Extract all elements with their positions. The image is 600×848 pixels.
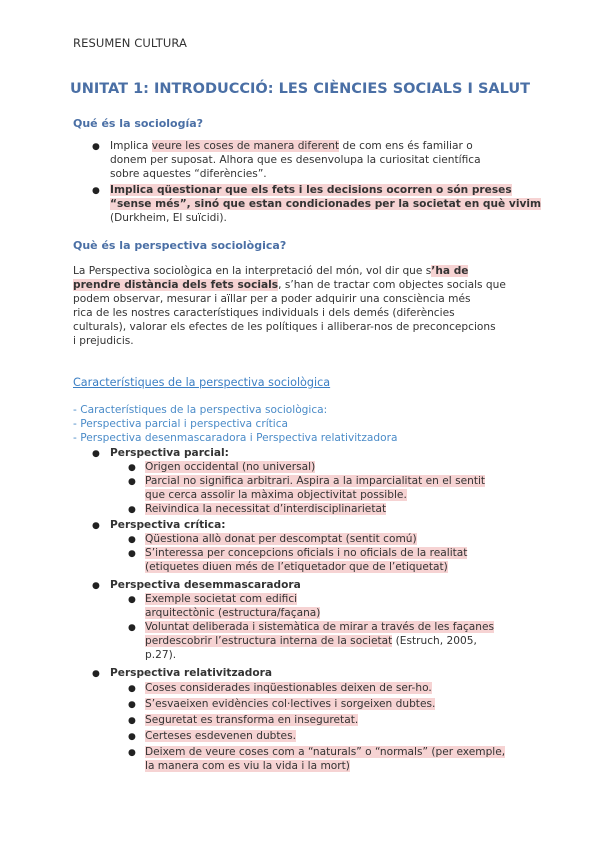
relat-item-5-line2: la manera com es viu la vida i la mort) xyxy=(145,760,350,772)
desem-label: Perspectiva desemmascaradora xyxy=(110,579,301,591)
bullet-icon: ● xyxy=(128,477,136,487)
para-line-2: prendre distància dels fets socials, s’han de tractar com objectes socials que xyxy=(73,279,506,291)
relat-label: Perspectiva relativitzadora xyxy=(110,667,272,679)
bullet-icon: ● xyxy=(128,732,136,742)
parcial-item-2-line2: que cerca assolir la màxima objectivitat possible. xyxy=(145,489,407,501)
bullet-icon: ● xyxy=(92,449,100,459)
dash-item: - Perspectiva parcial i perspectiva crítica xyxy=(73,418,289,430)
bullet-icon: ● xyxy=(128,505,136,515)
page-title: UNITAT 1: INTRODUCCIÓ: LES CIÈNCIES SOCIALS I SALUT xyxy=(69,81,530,97)
para-line-6: i prejudicis. xyxy=(73,335,134,347)
para-line-1: La Perspectiva sociològica en la interpretació del món, vol dir que s’ha de xyxy=(73,265,469,277)
heading-sociology: Qué és la sociología? xyxy=(73,117,204,130)
bullet-item-1-line3: sobre aquestes “diferències”. xyxy=(110,168,267,180)
critica-label: Perspectiva crítica: xyxy=(110,519,226,531)
parcial-item-3: Reivindica la necessitat d’interdisciplinarietat xyxy=(145,503,387,515)
bullet-icon: ● xyxy=(128,623,136,633)
desem-item-1-line2: arquitectònic (estructura/façana) xyxy=(145,607,321,619)
relat-item-3: Seguretat es transforma en inseguretat. xyxy=(145,714,359,726)
critica-item-1: Qüestiona allò donat per descomptat (sentit comú) xyxy=(145,533,417,545)
bullet-icon: ● xyxy=(92,142,100,152)
bullet-icon: ● xyxy=(92,669,100,679)
desem-item-2: Voluntat deliberada i sistemàtica de mirar a través de les façanes xyxy=(145,621,495,633)
bullet-icon: ● xyxy=(128,549,136,559)
document-header: RESUMEN CULTURA xyxy=(73,36,188,50)
critica-item-2-line2: (etiquetes diuen més de l’etiquetador que de l’etiquetat) xyxy=(145,561,448,573)
parcial-label: Perspectiva parcial: xyxy=(110,447,229,459)
bullet-item-2-line2: “sense més”, sinó que estan condicionades per la societat en què vivim xyxy=(110,198,542,210)
parcial-item-1: Origen occidental (no universal) xyxy=(145,461,316,473)
bullet-item-1-line2: donem per suposat. Alhora que es desenvolupa la curiositat científica xyxy=(110,154,481,166)
relat-item-4: Certeses esdevenen dubtes. xyxy=(145,730,296,742)
relat-item-1: Coses considerades inqüestionables deixen de ser-ho. xyxy=(145,682,432,694)
bullet-icon: ● xyxy=(128,463,136,473)
critica-item-2: S’interessa per concepcions oficials i no oficials de la realitat xyxy=(145,547,468,559)
parcial-item-2: Parcial no significa arbitrari. Aspira a la imparcialitat en el sentit xyxy=(145,475,486,487)
bullet-icon: ● xyxy=(92,521,100,531)
heading-perspective: Què és la perspectiva sociològica? xyxy=(73,239,287,252)
desem-item-2-line2: perdescobrir l’estructura interna de la societat (Estruch, 2005, xyxy=(145,635,477,647)
bullet-item-2-line3: (Durkheim, El suïcidi). xyxy=(110,212,227,224)
para-line-4: rica de les nostres característiques individuals i dels demés (diferències xyxy=(73,307,455,319)
bullet-icon: ● xyxy=(128,684,136,694)
bullet-icon: ● xyxy=(128,535,136,545)
dash-item: - Perspectiva desenmascaradora i Perspectiva relativitzadora xyxy=(73,432,398,444)
desem-item-1: Exemple societat com edifici xyxy=(145,593,298,605)
bullet-icon: ● xyxy=(128,595,136,605)
bullet-icon: ● xyxy=(128,700,136,710)
bullet-item-2: Implica qüestionar que els fets i les decisions ocorren o són preses xyxy=(110,184,512,196)
bullet-icon: ● xyxy=(128,748,136,758)
section-link-characteristics[interactable]: Característiques de la perspectiva sociològica xyxy=(73,376,331,389)
bullet-icon: ● xyxy=(92,186,100,196)
desem-item-2-line3: p.27). xyxy=(145,649,177,661)
bullet-item-1: Implica veure les coses de manera diferent de com ens és familiar o xyxy=(110,140,473,152)
relat-item-5: Deixem de veure coses com a “naturals” o “normals” (per exemple, xyxy=(145,746,506,758)
bullet-icon: ● xyxy=(128,716,136,726)
dash-item: - Característiques de la perspectiva sociològica: xyxy=(73,404,328,416)
relat-item-2: S’esvaeixen evidències col·lectives i sorgeixen dubtes. xyxy=(145,698,436,710)
bullet-icon: ● xyxy=(92,581,100,591)
para-line-3: podem observar, mesurar i aïllar per a poder adquirir una consciència més xyxy=(73,293,471,305)
para-line-5: culturals), valorar els efectes de les polítiques i alliberar-nos de preconcepcions xyxy=(73,321,496,333)
